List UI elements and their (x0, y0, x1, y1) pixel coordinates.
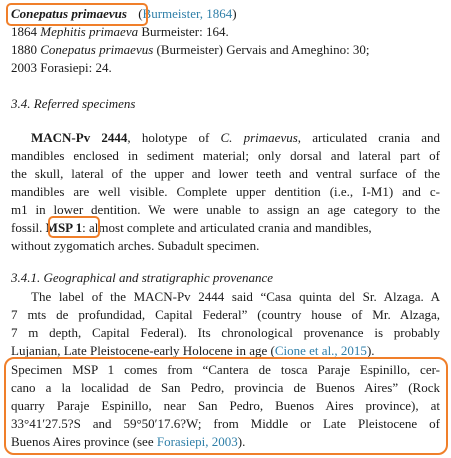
provenance-line-7: quarry Paraje Espinillo, near San Pedro, Buenos Aires province), at (11, 398, 440, 413)
cione-citation-link[interactable]: Cione et al., 2015 (274, 343, 367, 358)
provenance-line-4: Lujanian, Late Pleistocene-early Holocene in age (Cione et al., 2015). (11, 343, 375, 358)
provenance-line-3: 7 m depth, Capital Federal). Its chronological provenance is probably (11, 325, 440, 340)
provenance-line-5: Specimen MSP 1 comes from “Cantera de tosca Paraje Espinillo, cer- (11, 362, 440, 377)
provenance-line-8: 33°41′27.5?S and 59°50′17.6?W; from Middle or Late Pleistocene of (11, 416, 440, 431)
synonymy-line-1: 1864 Mephitis primaeva Burmeister: 164. (11, 24, 229, 39)
specimen-line-6: fossil. MSP 1: almost complete and articulated crania and mandibles, (11, 220, 372, 235)
taxon-name: Conepatus primaevus (11, 6, 127, 21)
provenance-line-1: The label of the MACN-Pv 2444 said “Casa quinta del Sr. Alzaga. A (31, 289, 440, 304)
taxon-heading (11, 6, 237, 22)
authority-link[interactable]: Burmeister, 1864 (142, 6, 233, 21)
synonymy-line-3: 2003 Forasiepi: 24. (11, 60, 112, 75)
paren-open: ( (138, 6, 143, 21)
forasiepi-citation-link[interactable]: Forasiepi, 2003 (156, 434, 238, 449)
specimen-line-7: without zygomatich arches. Subadult specimen. (11, 238, 260, 253)
specimen-code-msp: MSP 1 (45, 220, 83, 235)
subsection-heading: 3.4.1. Geographical and stratigraphic provenance (11, 270, 274, 285)
synonymy-line-2: 1880 Conepatus primaevus (Burmeister) Gervais and Ameghino: 30; (11, 42, 370, 57)
specimen-line-3: the skull, lateral of the upper and lower teeth and ventral surface of the (11, 166, 440, 181)
specimen-line-4: mandibles are well visible. Complete upper dentition (i.e., I-M1) and c- (11, 184, 440, 199)
provenance-line-2: 7 mts de profundidad, Capital Federal” (country house of Mr. Alzaga, (11, 307, 440, 322)
specimen-line-5: m1 in lower dentition. We were unable to assign an age category to the (11, 202, 440, 217)
provenance-line-6: cano a la localidad de San Pedro, provincia de Buenos Aires” (Rock (11, 380, 440, 395)
paren-close: ) (232, 6, 237, 21)
provenance-line-9: Buenos Aires province (see Forasiepi, 2003). (11, 434, 246, 449)
section-heading: 3.4. Referred specimens (11, 96, 136, 111)
specimen-line-1: MACN-Pv 2444, holotype of C. primaevus, articulated crania and (31, 130, 440, 145)
specimen-line-2: mandibles enclosed in sediment material; only dorsal and lateral part of (11, 148, 440, 163)
specimen-code-macn: MACN-Pv 2444 (31, 130, 128, 145)
